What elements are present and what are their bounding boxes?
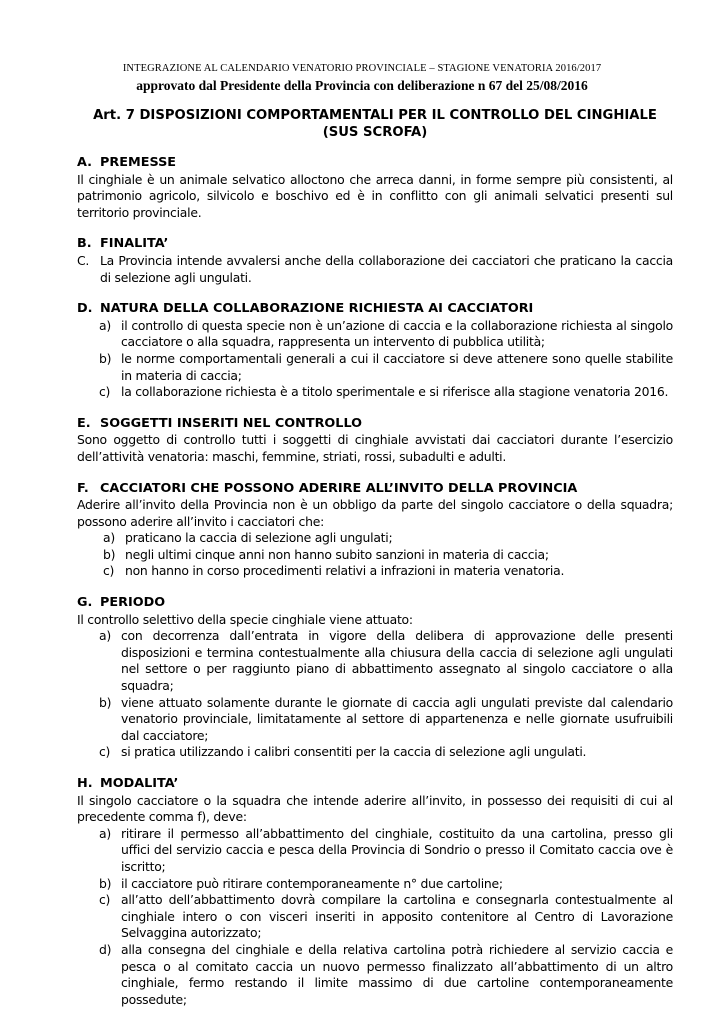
- list-item: [77, 530, 673, 547]
- section-heading: [77, 776, 673, 793]
- list-text: il controllo di questa specie non è un’azione di caccia e la collaborazione richiesta al singolo cacciatore o alla squadra, rappresenta un intervento di pubblica utilità;: [121, 317, 673, 350]
- list-text: con decorrenza dall’entrata in vigore della delibera di approvazione delle presenti disposizioni e termina contestualmente alla chiusura della caccia di selezione agli ungulati nel settore o per raggiunto piano di abbattimento assegnato al singolo cacciatore o alla squadra;: [121, 628, 673, 694]
- section-heading: [77, 416, 673, 433]
- list-marker: d): [99, 941, 112, 957]
- section-text: Sono oggetto di controllo tutti i soggetti di cinghiale avvistati dai cacciatori durante l’esercizio dell’attività venatoria: maschi, femmine, striati, rossi, subadulti e adulti.: [77, 432, 673, 464]
- list-item: [77, 876, 673, 893]
- section-letter: B.: [77, 236, 92, 252]
- list-item: [77, 628, 673, 694]
- section-heading: [77, 481, 673, 498]
- section-modalita: [77, 776, 673, 1008]
- section-heading: [77, 236, 673, 253]
- section-finalita: [77, 236, 673, 286]
- list-marker: c): [99, 892, 111, 908]
- section-letter: A.: [77, 155, 93, 170]
- section-letter: H.: [77, 776, 93, 791]
- section-letter: G.: [77, 595, 93, 611]
- list-text: si pratica utilizzando i calibri consentiti per la caccia di selezione agli ungulati.: [121, 744, 587, 760]
- list-text: la collaborazione richiesta è a titolo sperimentale e si riferisce alla stagione venatoria 2016.: [121, 384, 669, 400]
- section-text: Il controllo selettivo della specie cinghiale viene attuato:: [77, 611, 413, 627]
- section-periodo: [77, 595, 673, 761]
- list-marker: b): [103, 546, 116, 562]
- section-title: MODALITA’: [100, 776, 179, 791]
- section-cacciatori: [77, 481, 673, 581]
- section-title: CACCIATORI CHE POSSONO ADERIRE ALL’INVITO DELLA PROVINCIA: [100, 480, 578, 496]
- list-marker: c): [99, 384, 111, 400]
- list-item: [77, 826, 673, 876]
- list-text: il cacciatore può ritirare contemporaneamente n° due cartoline;: [121, 875, 503, 891]
- list-item: [77, 942, 673, 1008]
- document-body: [77, 107, 673, 1008]
- section-text: Aderire all’invito della Provincia non è un obbligo da parte del singolo cacciatore o della squadra; possono aderire all’invito i cacciatori che:: [77, 497, 673, 529]
- list-marker: a): [99, 628, 111, 644]
- list-item: [77, 384, 673, 401]
- list-marker: b): [99, 694, 112, 710]
- list-text: alla consegna del cinghiale e della relativa cartolina potrà richiedere al servizio caccia e pesca o al comitato caccia un nuovo permesso finalizzato all’abbattimento di un altro cinghiale, fermo restando il limite massimo di due cartoline contemporaneamente possedute;: [121, 941, 673, 1007]
- list-marker: b): [99, 350, 112, 366]
- list-text: ritirare il permesso all’abbattimento del cinghiale, costituito da una cartolina, presso gli uffici del servizio caccia e pesca della Provincia di Sondrio o presso il Comitato caccia ove è iscritto;: [121, 825, 673, 874]
- list-item: [77, 744, 673, 761]
- section-premesse: [77, 155, 673, 221]
- list-item: [77, 547, 673, 564]
- section-title: FINALITA’: [100, 236, 169, 252]
- list-marker: b): [99, 875, 112, 891]
- section-letter: D.: [77, 301, 93, 317]
- section-soggetti: [77, 416, 673, 466]
- list-text: negli ultimi cinque anni non hanno subito sanzioni in materia di caccia;: [125, 546, 549, 562]
- section-title: PREMESSE: [100, 155, 177, 170]
- list-text: non hanno in corso procedimenti relativi a infrazioni in materia venatoria.: [125, 563, 565, 579]
- list-text: le norme comportamentali generali a cui il cacciatore si deve attenere sono quelle stabilite in materia di caccia;: [121, 350, 673, 383]
- list-item: [77, 563, 673, 580]
- section-title: PERIODO: [100, 595, 166, 611]
- list-text: viene attuato solamente durante le giornate di caccia agli ungulati previste dal calendario venatorio provinciale, limitatamente al settore di appartenenza e nelle giornate usufruibili dal cacciatore;: [121, 694, 673, 743]
- list-marker: c): [99, 744, 111, 760]
- section-letter: E.: [77, 415, 91, 431]
- list-item: [77, 695, 673, 745]
- list-text: praticano la caccia di selezione agli ungulati;: [125, 530, 393, 546]
- section-title: NATURA DELLA COLLABORAZIONE RICHIESTA AI CACCIATORI: [100, 301, 534, 317]
- list-marker: a): [103, 530, 115, 546]
- article-title: Art. 7 DISPOSIZIONI COMPORTAMENTALI PER IL CONTROLLO DEL CINGHIALE (SUS SCROFA): [93, 108, 657, 140]
- section-natura-collaborazione: [77, 301, 673, 401]
- section-c-letter: C.: [77, 252, 90, 268]
- section-heading: [77, 155, 673, 172]
- list-marker: c): [103, 563, 115, 579]
- list-item: [77, 318, 673, 351]
- section-c-text: La Provincia intende avvalersi anche della collaborazione dei cacciatori che praticano la caccia di selezione agli ungulati.: [100, 252, 673, 285]
- section-text: Il singolo cacciatore o la squadra che intende aderire all’invito, in possesso dei requisiti di cui al precedente comma f), deve:: [77, 792, 673, 825]
- list-marker: a): [99, 317, 111, 333]
- section-heading: [77, 595, 673, 612]
- section-text: Il cinghiale è un animale selvatico alloctono che arreca danni, in forme sempre più consistenti, al patrimonio agricolo, silvicolo e boschivo ed è in conflitto con gli animali selvatici presenti sul territorio provinciale.: [77, 171, 673, 220]
- section-c-line: [77, 253, 673, 286]
- list-marker: a): [99, 825, 111, 841]
- list-text: all’atto dell’abbattimento dovrà compilare la cartolina e consegnarla contestualmente al cinghiale intero o con visceri inseriti in apposito contenitore al Centro di Lavorazione Selvaggina autorizzato;: [121, 892, 673, 941]
- list-item: [77, 351, 673, 384]
- section-title: SOGGETTI INSERITI NEL CONTROLLO: [100, 415, 363, 431]
- header-line-1: INTEGRAZIONE AL CALENDARIO VENATORIO PROVINCIALE – STAGIONE VENATORIA 2016/2017: [122, 63, 602, 74]
- section-letter: F.: [77, 480, 89, 496]
- section-heading: [77, 301, 673, 318]
- header-line-2: approvato dal Presidente della Provincia con deliberazione n 67 del 25/08/2016: [136, 78, 588, 93]
- list-item: [77, 892, 673, 942]
